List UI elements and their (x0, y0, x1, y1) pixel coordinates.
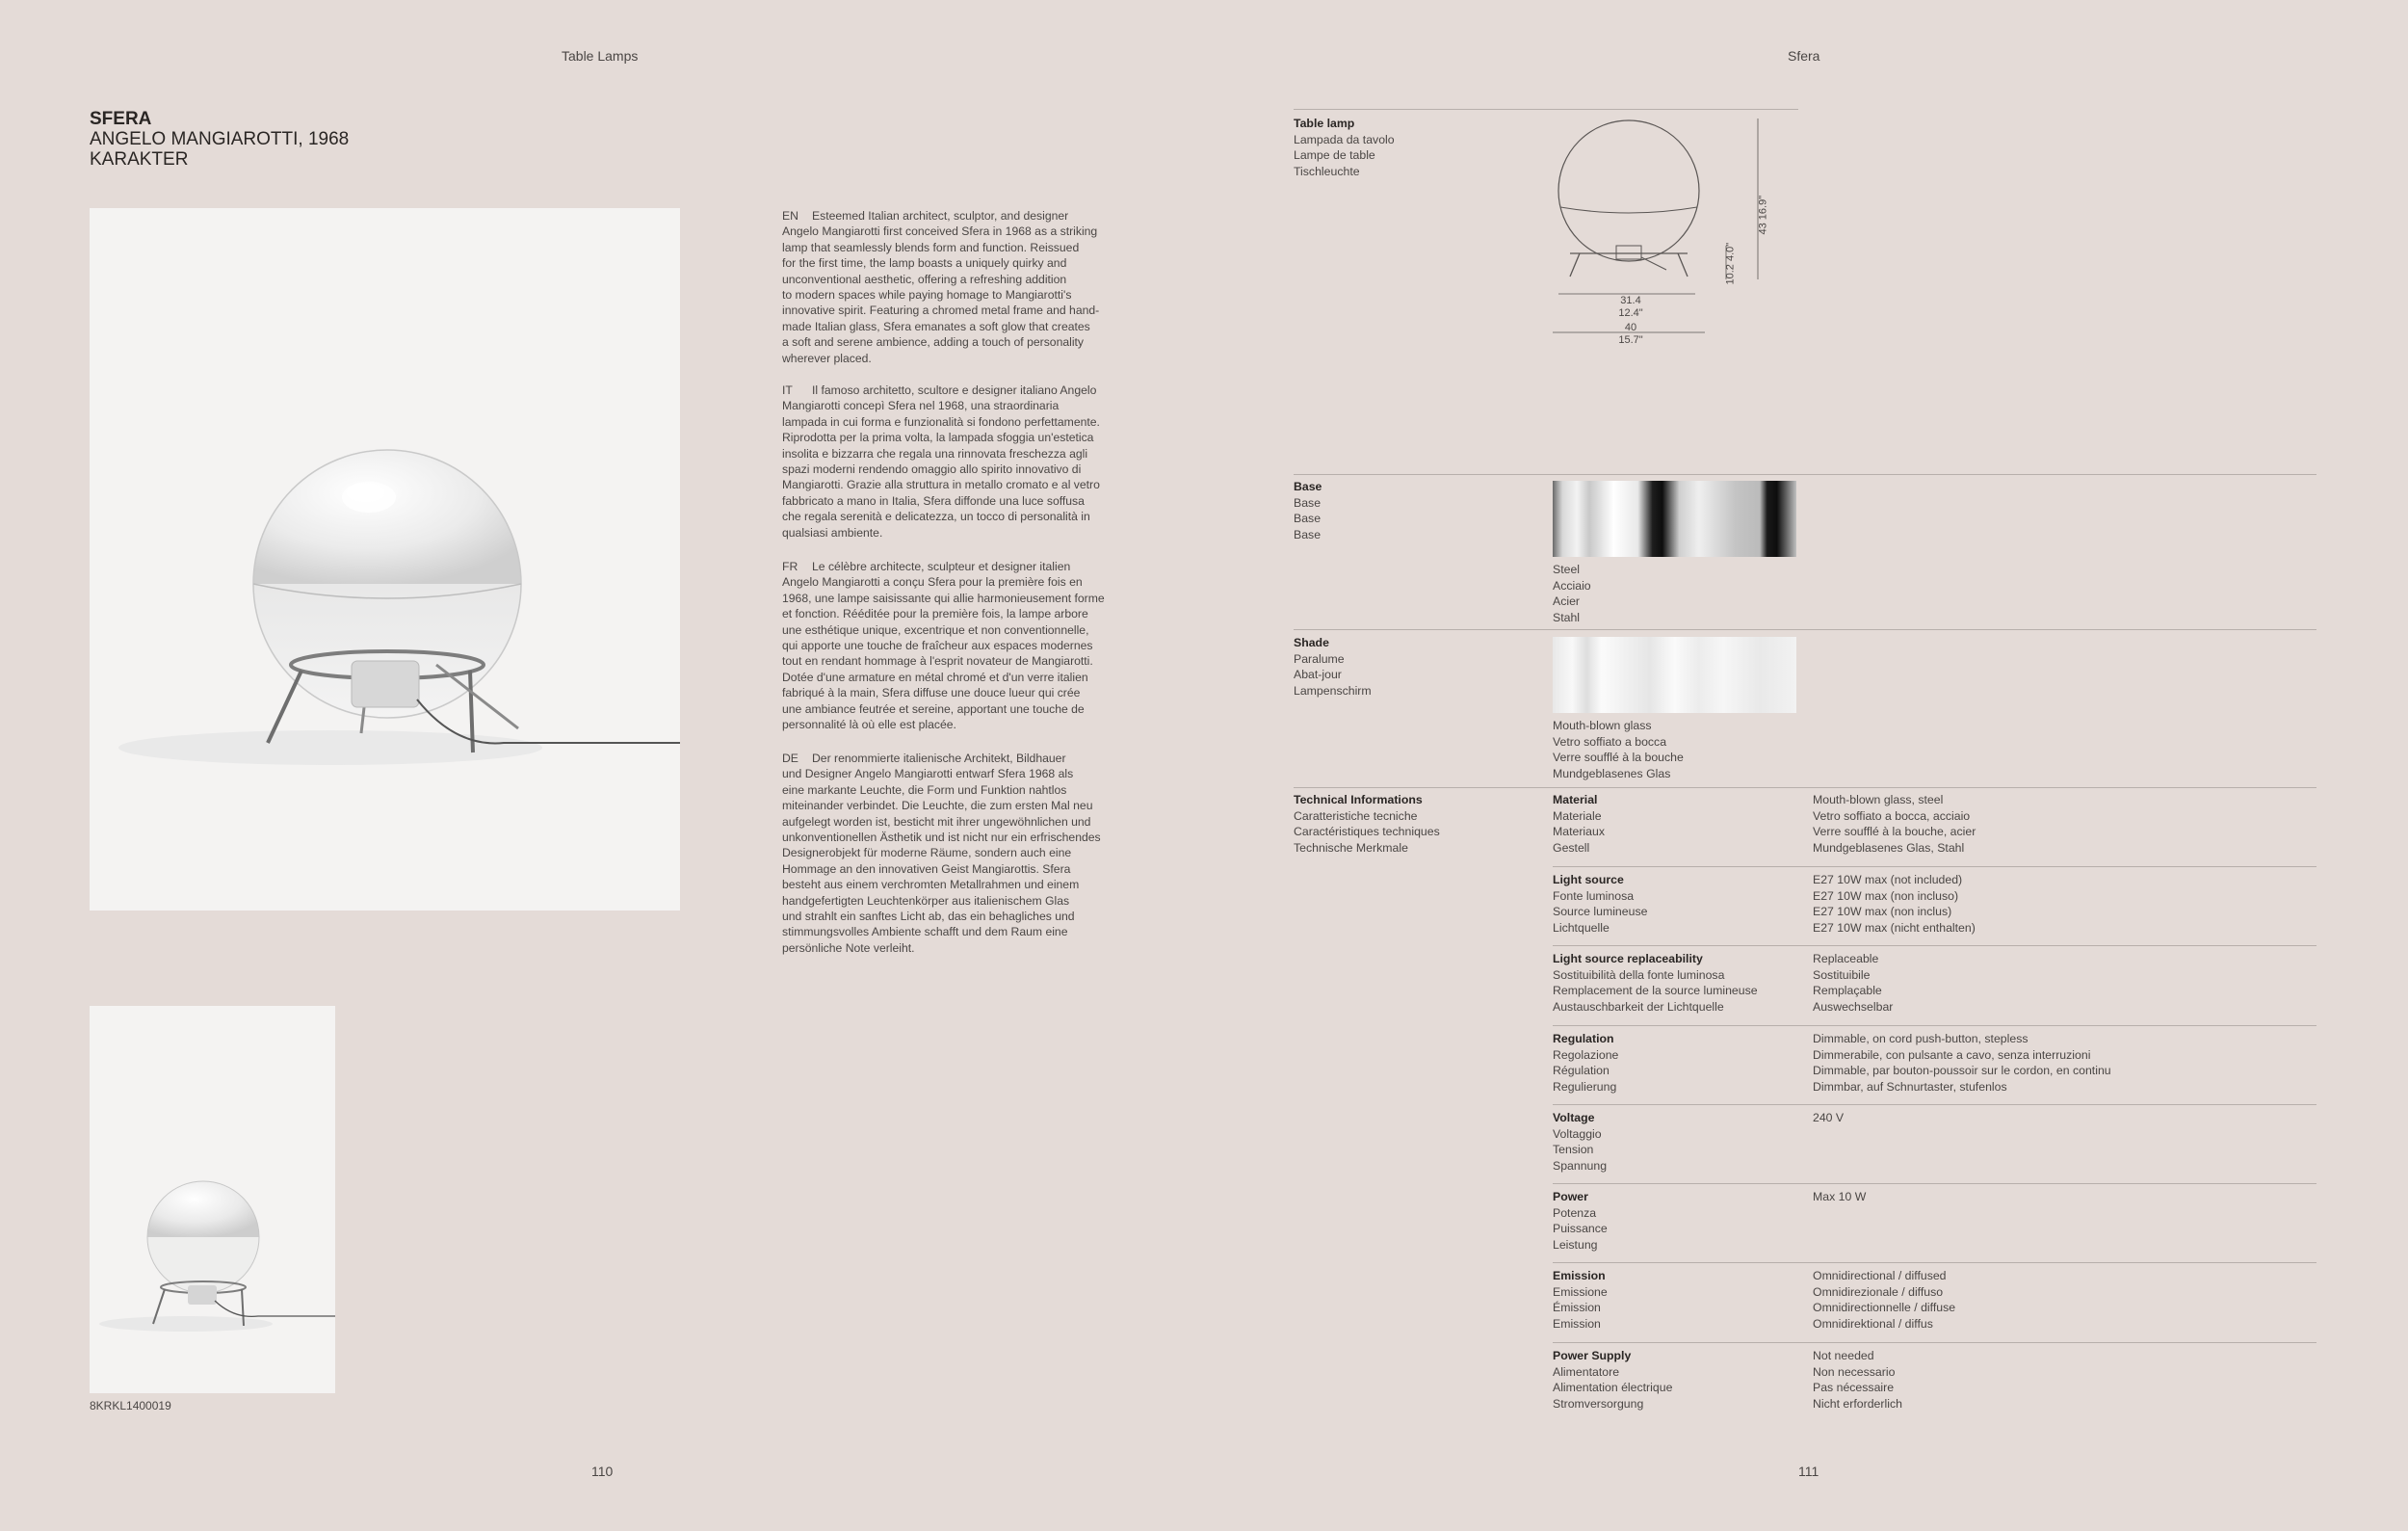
tech-value-line: Max 10 W (1813, 1190, 1867, 1203)
dim-base-width-in: 12.4" (1618, 307, 1643, 319)
tech-row-value (1813, 1189, 1866, 1205)
tech-label-line: Tension (1553, 1143, 1594, 1156)
product-photo-main (90, 208, 680, 911)
tech-label-line: Stromversorgung (1553, 1396, 1644, 1411)
tech-row-value (1813, 1268, 1955, 1332)
tech-label-line: Materiaux (1553, 825, 1605, 838)
tech-value-line: Vetro soffiato a bocca, acciaio (1813, 808, 1971, 823)
tech-label-line: Lichtquelle (1553, 920, 1610, 935)
tech-row-rule (1553, 945, 2316, 946)
page-number-right: 111 (1798, 1464, 1819, 1479)
base-finish (1553, 562, 1591, 625)
product-designer: ANGELO MANGIAROTTI, 1968 (90, 129, 350, 149)
sfera-lamp-thumbnail (90, 1006, 335, 1393)
tech-label-line: Potenza (1553, 1205, 1597, 1220)
shade-finish-de: Mundgeblasenes Glas (1553, 766, 1671, 780)
base-title: Base (1294, 480, 1322, 493)
tech-row-value (1813, 1031, 2111, 1095)
tech-label-line: Voltage (1553, 1111, 1595, 1124)
steel-swatch (1553, 481, 1796, 557)
lamp-type-de: Tischleuchte (1294, 164, 1360, 178)
tech-row-label (1553, 1189, 1608, 1253)
product-title-block (90, 109, 349, 170)
tech-label-line: Alimentation électrique (1553, 1381, 1673, 1394)
dim-height-cm: 43 (1757, 223, 1769, 235)
tech-label-de: Technische Merkmale (1294, 840, 1408, 855)
dim-base-height-in: 4.0" (1724, 242, 1737, 262)
dim-height-in: 16.9" (1757, 195, 1769, 221)
tech-label-line: Regulation (1553, 1032, 1614, 1045)
tech-label-line: Remplacement de la source lumineuse (1553, 984, 1758, 997)
dim-height (1758, 187, 1770, 235)
tech-label-line: Fonte luminosa (1553, 888, 1635, 903)
tech-label-line: Source lumineuse (1553, 905, 1648, 918)
lang-code-it: IT (782, 383, 793, 397)
base-labels (1294, 479, 1322, 542)
tech-label-line: Leistung (1553, 1237, 1598, 1252)
tech-label-line: Régulation (1553, 1064, 1610, 1077)
tech-row-value (1813, 792, 1976, 856)
tech-label-line: Gestell (1553, 840, 1590, 855)
tech-labels (1294, 792, 1440, 856)
tech-value-line: Pas nécessaire (1813, 1381, 1895, 1394)
dim-base-height (1725, 237, 1738, 285)
page-number-left: 110 (591, 1464, 614, 1479)
base-rule (1294, 474, 2316, 475)
tech-rule (1294, 787, 2316, 788)
tech-label-line: Austauschbarkeit der Lichtquelle (1553, 999, 1724, 1014)
tech-label-line: Power (1553, 1190, 1588, 1203)
shade-finish-en: Mouth-blown glass (1553, 719, 1652, 732)
dim-base-width-cm: 31.4 (1620, 295, 1641, 306)
product-name: SFERA (90, 109, 152, 129)
tech-row-value (1813, 872, 1976, 936)
tech-value-line: E27 10W max (non incluso) (1813, 888, 1959, 903)
dim-width-cm: 40 (1624, 322, 1637, 333)
tech-value-line: Auswechselbar (1813, 999, 1894, 1014)
tech-row-label (1553, 1110, 1607, 1174)
tech-row-label (1553, 1031, 1618, 1095)
lamp-type-fr: Lampe de table (1294, 148, 1375, 162)
base-label-fr: Base (1294, 512, 1322, 525)
tech-value-line: Remplaçable (1813, 984, 1882, 997)
shade-finish-fr: Verre soufflé à la bouche (1553, 751, 1684, 764)
tech-label-line: Light source replaceability (1553, 952, 1703, 965)
tech-label-line: Emission (1553, 1316, 1601, 1331)
lang-code-de: DE (782, 752, 798, 765)
tech-label-it: Caratteristiche tecniche (1294, 808, 1418, 823)
tech-label-line: Émission (1553, 1301, 1601, 1314)
tech-row-rule (1553, 1342, 2316, 1343)
base-finish-en: Steel (1553, 563, 1581, 576)
tech-label-line: Emission (1553, 1269, 1606, 1282)
glass-swatch (1553, 637, 1796, 713)
lang-code-en: EN (782, 209, 798, 223)
dim-base-width (1616, 295, 1645, 320)
tech-value-line: Dimmable, on cord push-button, stepless (1813, 1032, 2028, 1045)
tech-value-line: Omnidirezionale / diffuso (1813, 1284, 1944, 1299)
tech-value-line: Sostituibile (1813, 967, 1871, 982)
base-finish-de: Stahl (1553, 610, 1581, 624)
tech-value-line: E27 10W max (nicht enthalten) (1813, 920, 1976, 935)
tech-value-line: Omnidirectionnelle / diffuse (1813, 1301, 1956, 1314)
description-fr (782, 559, 1114, 732)
product-photo-small (90, 1006, 335, 1393)
tech-label-line: Regulierung (1553, 1079, 1617, 1094)
base-label-de: Base (1294, 527, 1322, 541)
tech-label-line: Spannung (1553, 1158, 1608, 1173)
product-sku: 8KRKL1400019 (90, 1399, 171, 1412)
tech-row-rule (1553, 1104, 2316, 1105)
tech-value-line: Dimmable, par bouton-poussoir sur le cordon, en continu (1813, 1064, 2111, 1077)
tech-row-value (1813, 951, 1893, 1015)
tech-row-value (1813, 1110, 1844, 1126)
tech-value-line: E27 10W max (not included) (1813, 873, 1963, 886)
tech-label-line: Material (1553, 793, 1598, 806)
running-head-right: Sfera (1788, 48, 1820, 64)
sfera-lamp-illustration (90, 208, 680, 911)
description-en (782, 208, 1114, 366)
tech-row-label (1553, 951, 1758, 1015)
tech-title: Technical Informations (1294, 793, 1423, 806)
product-brand: KARAKTER (90, 149, 189, 170)
shade-title: Shade (1294, 636, 1329, 649)
lamp-type-labels (1294, 116, 1395, 179)
tech-label-line: Power Supply (1553, 1349, 1632, 1362)
tech-label-line: Regolazione (1553, 1047, 1619, 1062)
tech-value-line: Non necessario (1813, 1364, 1896, 1379)
tech-value-line: 240 V (1813, 1111, 1845, 1124)
tech-value-line: Mundgeblasenes Glas, Stahl (1813, 840, 1965, 855)
description-de-text: Der renommierte italienische Architekt, Bildhauer und Designer Angelo Mangiarotti entwarf Sfera 1968 als eine markante Leuchte, die Form und Funktion nahtlos miteinander verbindet. Die Leuchte, die zum ersten Mal neu aufgelegt worden ist, besticht mit ihrer ungewöhnlichen und unkonventionellen Ästhetik und ist nicht nur ein erfrischendes Designerobjekt für moderne Räume, sondern auch eine Hommage an den innovativen Geist Mangiarottis. Sfera besteht aus einem verchromten Metallrahmen und einem handgefertigten Leuchtenkörper aus italienischem Glas und strahlt ein sanftes Licht ab, das ein behagliches und stimmungsvolles Ambiente schafft und dem Raum eine persönliche Note verleiht. (782, 752, 1101, 955)
tech-value-line: E27 10W max (non inclus) (1813, 905, 1952, 918)
tech-row-label (1553, 792, 1605, 856)
tech-value-line: Omnidirektional / diffus (1813, 1316, 1933, 1331)
tech-label-line: Puissance (1553, 1222, 1608, 1235)
dim-base-height-cm: 10.2 (1724, 264, 1737, 285)
lamp-type-title: Table lamp (1294, 117, 1355, 130)
tech-row-label (1553, 1348, 1672, 1412)
tech-row-rule (1553, 1025, 2316, 1026)
base-finish-fr: Acier (1553, 594, 1581, 608)
shade-label-it: Paralume (1294, 651, 1345, 666)
drawing-top-rule (1294, 109, 1798, 110)
tech-label-line: Voltaggio (1553, 1126, 1602, 1141)
lamp-type-it: Lampada da tavolo (1294, 132, 1395, 146)
shade-finish (1553, 718, 1684, 781)
tech-value-line: Dimmbar, auf Schnurtaster, stufenlos (1813, 1079, 2007, 1094)
shade-label-fr: Abat-jour (1294, 668, 1342, 681)
shade-rule (1294, 629, 2316, 630)
tech-value-line: Dimmerabile, con pulsante a cavo, senza interruzioni (1813, 1047, 2091, 1062)
tech-value-line: Not needed (1813, 1349, 1874, 1362)
dim-width-in: 15.7" (1618, 334, 1643, 346)
tech-value-line: Nicht erforderlich (1813, 1396, 1902, 1411)
description-en-text: Esteemed Italian architect, sculptor, and designer Angelo Mangiarotti first conceived Sfera in 1968 as a striking lamp that seamlessly blends form and function. Reissued for the first time, the lamp boasts a uniquely quirky and unconventional aesthetic, offering a refreshing addition to modern spaces while paying homage to Mangiarotti's innovative spirit. Featuring a chromed metal frame and hand- made Italian glass, Sfera emanates a soft glow that creates a soft and serene ambience, adding a touch of personality wherever placed. (782, 209, 1100, 365)
shade-label-de: Lampenschirm (1294, 683, 1372, 698)
description-it (782, 383, 1114, 541)
shade-finish-it: Vetro soffiato a bocca (1553, 734, 1667, 749)
base-label-it: Base (1294, 495, 1322, 510)
tech-label-line: Alimentatore (1553, 1364, 1620, 1379)
tech-row-rule (1553, 866, 2316, 867)
description-fr-text: Le célèbre architecte, sculpteur et designer italien Angelo Mangiarotti a conçu Sfera pour la première fois en 1968, une lampe saisissante qui allie harmonieusement forme et fonction. Rééditée pour la première fois, la lampe arbore une esthétique unique, excentrique et non conventionnelle, qui apporte une touche de fraîcheur aux espaces modernes tout en rendant hommage à l'esprit novateur de Mangiarotti. Dotée d'une armature en métal chromé et d'un verre italien fabriqué à la main, Sfera diffuse une douce lueur qui crée une ambiance feutrée et sereine, apportant une touche de personnalité là où elle est placée. (782, 560, 1105, 732)
tech-row-label (1553, 1268, 1608, 1332)
tech-label-fr: Caractéristiques techniques (1294, 825, 1440, 838)
base-finish-it: Acciaio (1553, 578, 1591, 593)
tech-row-value (1813, 1348, 1902, 1412)
tech-value-line: Mouth-blown glass, steel (1813, 793, 1944, 806)
tech-value-line: Verre soufflé à la bouche, acier (1813, 825, 1976, 838)
tech-row-rule (1553, 1262, 2316, 1263)
tech-row-rule (1553, 1183, 2316, 1184)
tech-label-line: Emissione (1553, 1284, 1608, 1299)
running-head-left: Table Lamps (562, 48, 639, 64)
tech-value-line: Replaceable (1813, 952, 1879, 965)
tech-row-label (1553, 872, 1647, 936)
lang-code-fr: FR (782, 560, 798, 573)
tech-label-line: Light source (1553, 873, 1624, 886)
description-de (782, 751, 1114, 956)
tech-label-line: Materiale (1553, 808, 1602, 823)
tech-label-line: Sostituibilità della fonte luminosa (1553, 967, 1725, 982)
dim-width (1616, 322, 1645, 347)
tech-value-line: Omnidirectional / diffused (1813, 1269, 1947, 1282)
shade-labels (1294, 635, 1372, 699)
description-it-text: Il famoso architetto, scultore e designer italiano Angelo Mangiarotti concepì Sfera nel 1968, una straordinaria lampada in cui forma e funzionalità si fondono perfettamente. Riprodotta per la prima volta, la lampada sfoggia un'estetica insolita e bizzarra che regala una rinnovata freschezza agli spazi moderni rendendo omaggio allo spirito innovativo di Mangiarotti. Grazie alla struttura in metallo cromato e al vetro fabbricato a mano in Italia, Sfera diffonde una luce soffusa che regala serenità e delicatezza, un tocco di personalità in qualsiasi ambiente. (782, 383, 1100, 540)
